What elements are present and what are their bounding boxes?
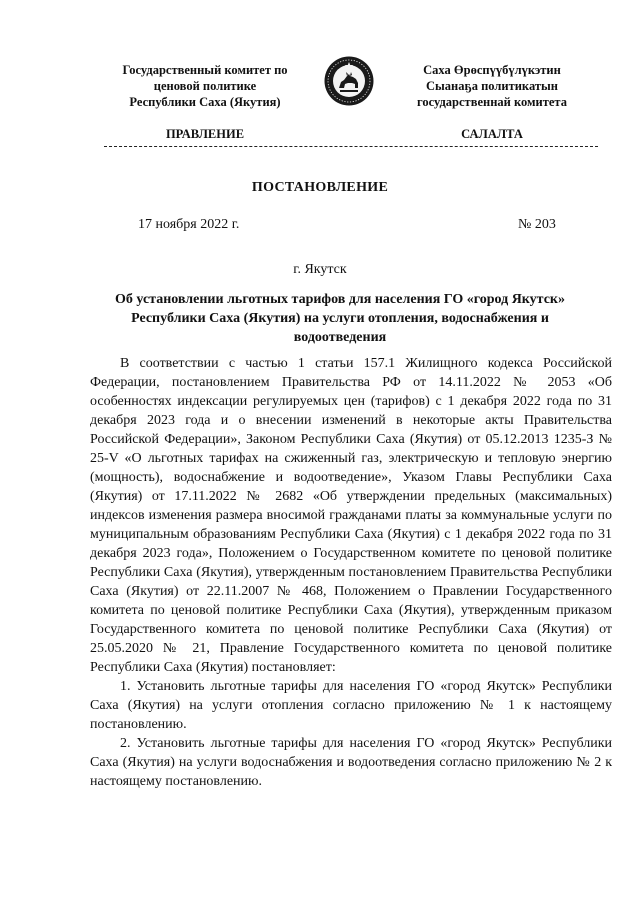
subject-line: Республики Саха (Якутия) на услуги отопления, водоснабжения и: [131, 311, 549, 326]
header-right-line: Сыанаҕа политикатын: [426, 79, 558, 93]
document-subject: [90, 290, 590, 347]
header-left-line: ценовой политике: [153, 79, 257, 93]
document-title: ПОСТАНОВЛЕНИЕ: [251, 180, 389, 195]
body-paragraph: В соответствии с частью 1 статьи 157.1 Жилищного кодекса Российской Федерации, постановлением Правительства РФ от 14.11.2022 № 2053 «Об особенностях индексации регулируемых цен (тарифов) с 1 декабря 2022 года по 31 декабря 2023 года и о внесении изменений в некоторые акты Правительства Российской Федерации», Законом Республики Саха (Якутия) от 05.12.2013 1235-З № 25-V «О льготных тарифах на сжиженный газ, электрическую и тепловую энергию (мощность), водоснабжение и водоотведение», Указом Главы Республики Саха (Якутия) от 17.11.2022 № 2682 «Об утверждении предельных (максимальных) индексов изменения размера вносимой гражданами платы за коммунальные услуги по муниципальным образованиям Республики Саха (Якутия) с 1 декабря 2022 года по 31 декабря 2023 года», Положением о Государственном комитете по ценовой политике Республики Саха (Якутия), утвержденным постановлением Правительства Республики Саха (Якутия) от 22.11.2007 № 468, Положением о Правлении Государственного комитета по ценовой политике Республики Саха (Якутия), утвержденным приказом Государственного комитета по ценовой политике Республики Саха (Якутия) от 25.05.2020 № 21, Правление Государственного комитета по ценовой политике Республики Саха (Якутия) постановляет:: [90, 356, 612, 675]
header-left-line: Республики Саха (Якутия): [129, 95, 281, 109]
body-paragraph: 1. Установить льготные тарифы для населения ГО «город Якутск» Республики Саха (Якутия) на услуги отопления согласно приложению № 1 к настоящему постановлению.: [90, 679, 612, 732]
body-paragraph: 2. Установить льготные тарифы для населения ГО «город Якутск» Республики Саха (Якутия) на услуги водоснабжения и водоотведения согласно приложению № 2 к настоящему постановлению.: [90, 736, 612, 789]
header-left-line: Государственный комитет по: [122, 63, 288, 77]
subject-line: водоотведения: [293, 330, 387, 345]
document-number: № 203: [518, 217, 556, 232]
republic-emblem-icon: [323, 55, 375, 107]
department-label-right: САЛАЛТА: [461, 127, 523, 141]
header-right-line: государственнай комитета: [417, 95, 567, 109]
header-right-line: Саха Өрөспүүбүлүкэтин: [423, 63, 561, 77]
document-city: г. Якутск: [293, 262, 347, 277]
department-label-left: ПРАВЛЕНИЕ: [165, 127, 245, 141]
header-divider: [104, 146, 598, 147]
header-right-org: [382, 62, 602, 110]
document-date: 17 ноября 2022 г.: [138, 217, 240, 232]
header-left-org: [100, 62, 310, 110]
subject-line: Об установлении льготных тарифов для населения ГО «город Якутск»: [114, 292, 566, 307]
document-body: [90, 354, 612, 791]
